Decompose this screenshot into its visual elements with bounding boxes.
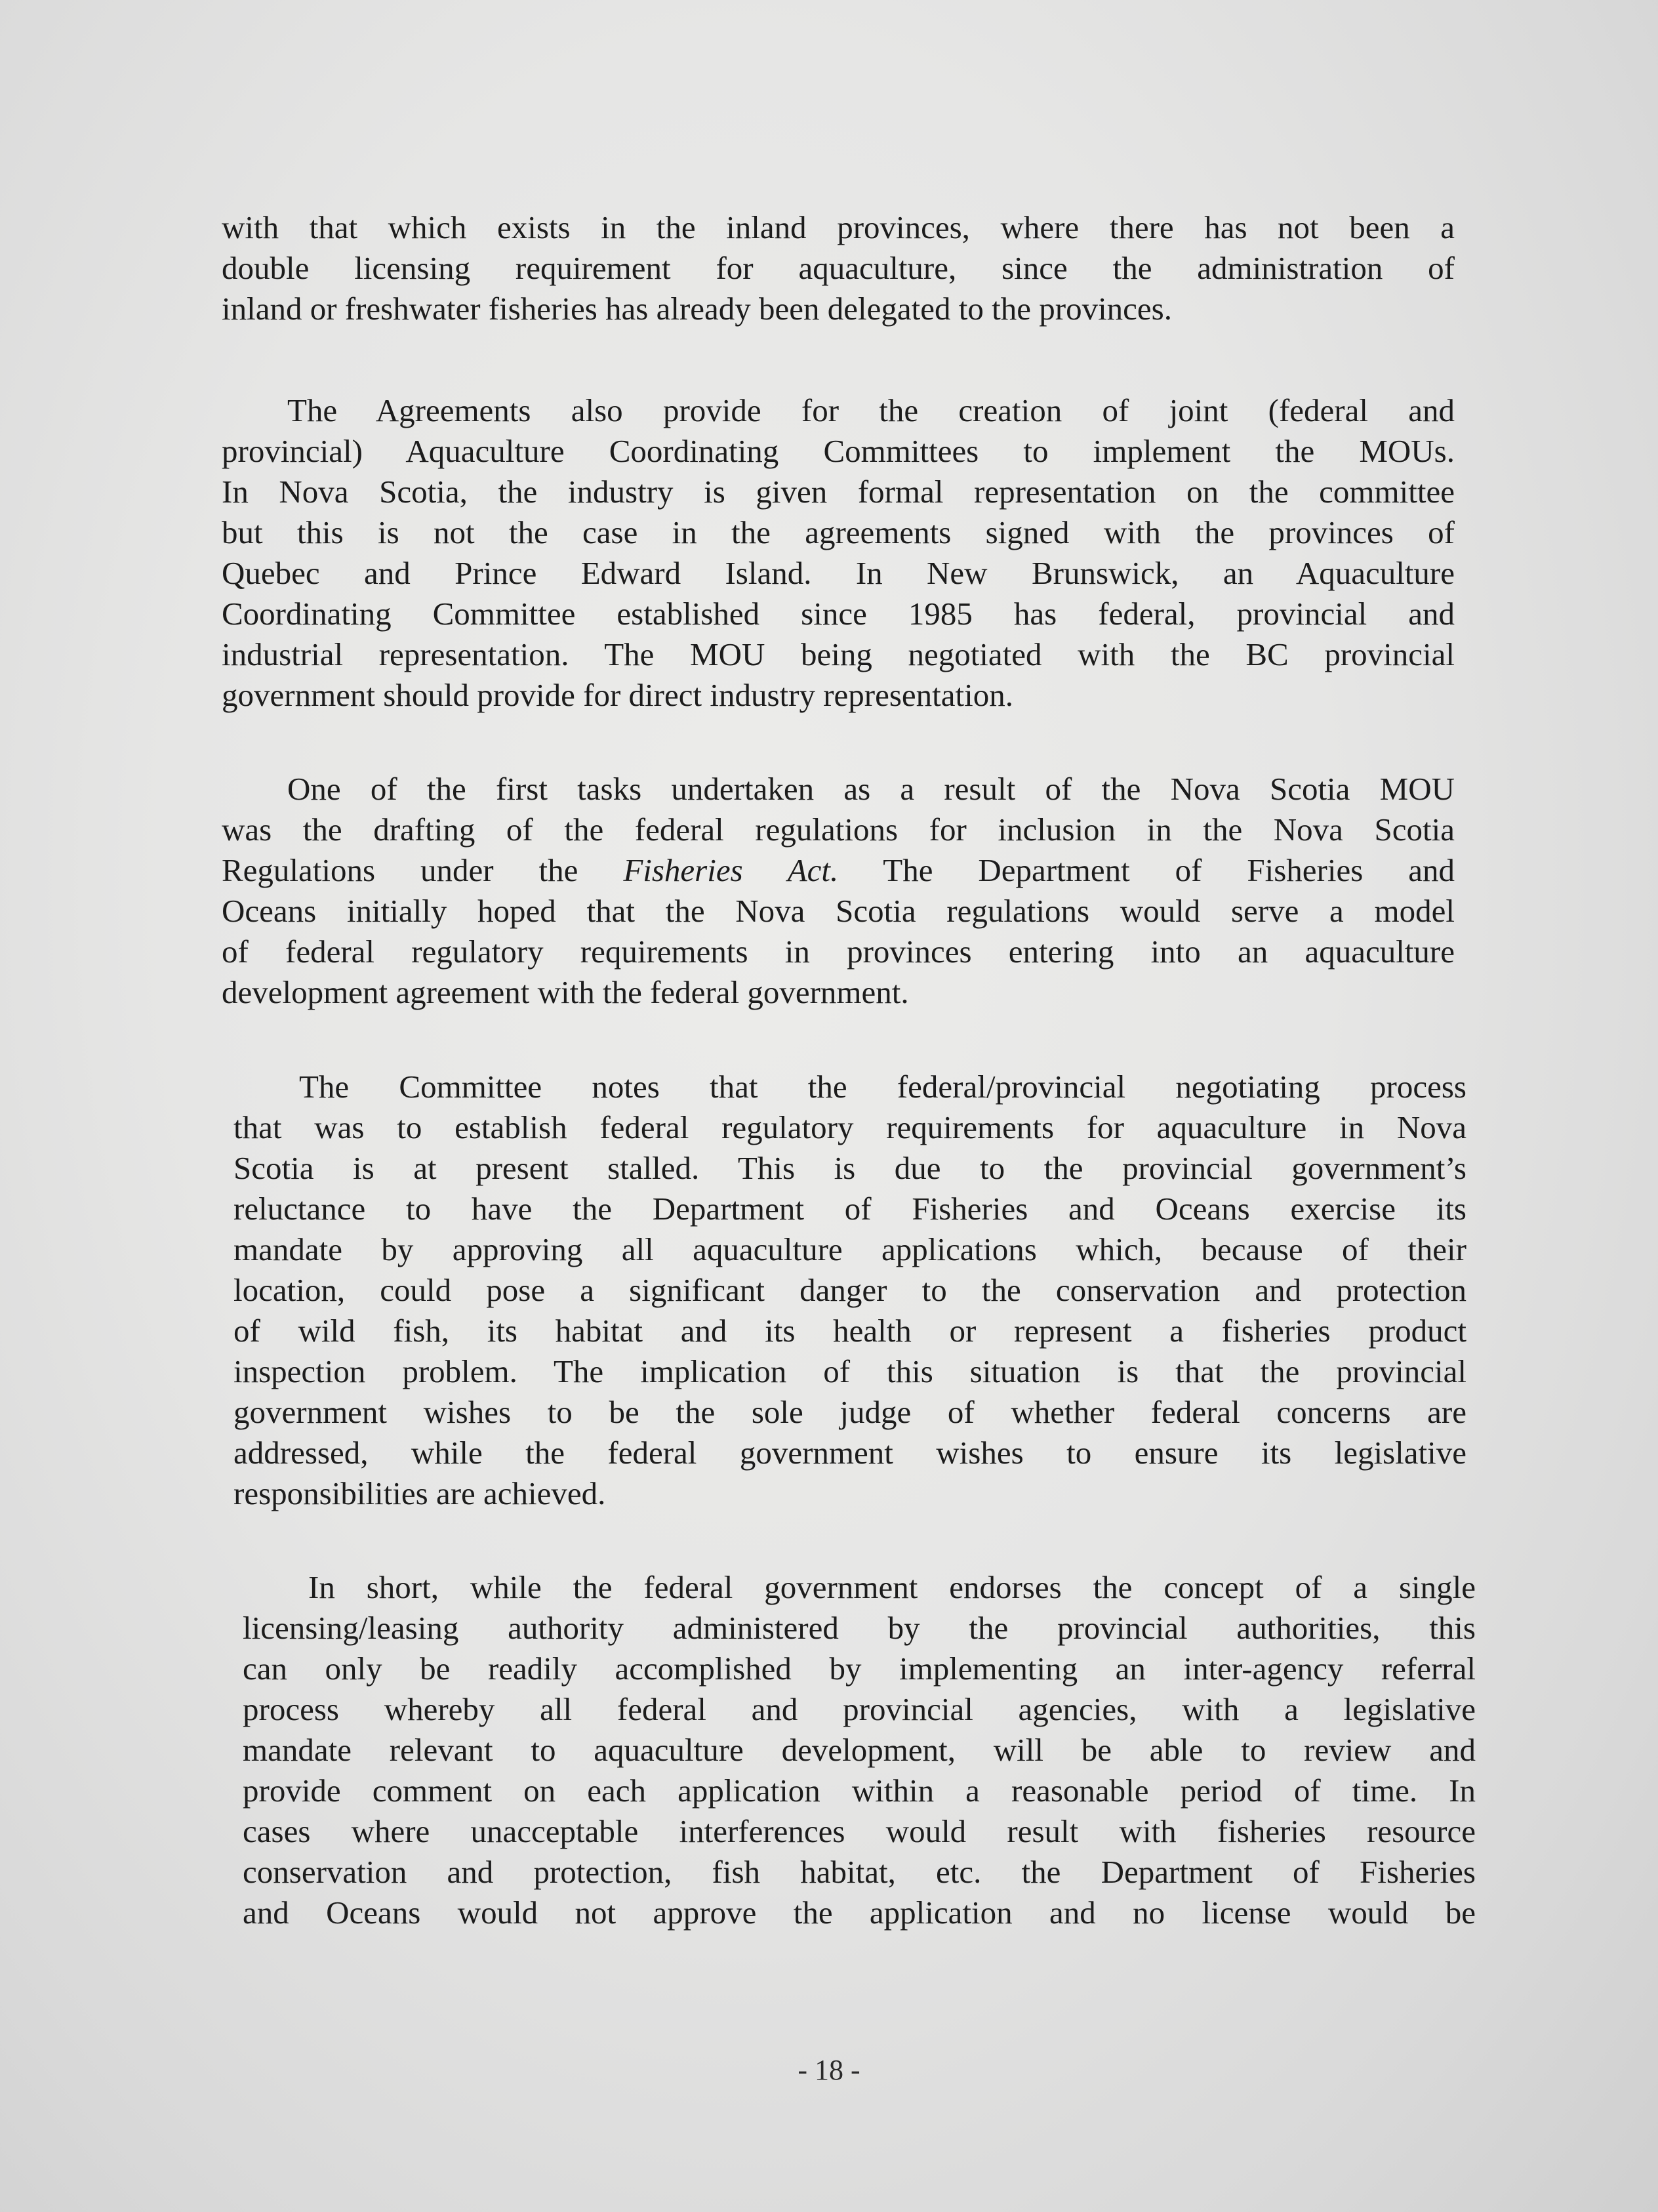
- paragraph-nova-scotia-mou: [222, 769, 1455, 1013]
- text-line: The Committee notes that the federal/provincial negotiating process: [299, 1069, 1466, 1105]
- text-line: addressed, while the federal government wishes to ensure its legislative: [233, 1435, 1466, 1471]
- text-line: was the drafting of the federal regulations for inclusion in the Nova Scotia: [222, 811, 1455, 848]
- text-line: location, could pose a significant danger to the conservation and protection: [233, 1272, 1466, 1308]
- text-line: of wild fish, its habitat and its health or represent a fisheries product: [233, 1313, 1466, 1349]
- text-line: In Nova Scotia, the industry is given formal representation on the committee: [222, 474, 1455, 510]
- text-line: [222, 850, 1455, 891]
- text-line: responsibilities are achieved.: [233, 1475, 606, 1511]
- paragraph-in-short: [243, 1567, 1476, 1933]
- text-segment: The Department of Fisheries and: [838, 852, 1455, 888]
- text-line: inland or freshwater fisheries has already been delegated to the provinces.: [222, 291, 1172, 327]
- text-line: Scotia is at present stalled. This is due to the provincial government’s: [233, 1150, 1466, 1186]
- text-line: government should provide for direct industry representation.: [222, 677, 1013, 713]
- text-line: reluctance to have the Department of Fisheries and Oceans exercise its: [233, 1191, 1466, 1227]
- text-line: inspection problem. The implication of this situation is that the provincial: [233, 1353, 1466, 1389]
- text-line: Coordinating Committee established since 1985 has federal, provincial and: [222, 596, 1455, 632]
- text-line: can only be readily accomplished by implementing an inter-agency referral: [243, 1650, 1476, 1687]
- text-line: mandate relevant to aquaculture development, will be able to review and: [243, 1732, 1476, 1768]
- text-line: government wishes to be the sole judge of whether federal concerns are: [233, 1394, 1466, 1430]
- text-line: double licensing requirement for aquaculture, since the administration of: [222, 250, 1455, 286]
- text-line: conservation and protection, fish habitat, etc. the Department of Fisheries: [243, 1854, 1476, 1890]
- text-line: The Agreements also provide for the creation of joint (federal and: [287, 392, 1455, 428]
- text-line: industrial representation. The MOU being negotiated with the BC provincial: [222, 636, 1455, 672]
- paragraph-continuation: [222, 207, 1455, 329]
- text-line: with that which exists in the inland provinces, where there has not been a: [222, 209, 1455, 245]
- text-line: provincial) Aquaculture Coordinating Committees to implement the MOUs.: [222, 433, 1455, 469]
- text-line: of federal regulatory requirements in provinces entering into an aquaculture: [222, 933, 1455, 970]
- text-line: development agreement with the federal government.: [222, 974, 909, 1010]
- act-title-italic: Fisheries Act.: [623, 852, 839, 888]
- text-line: provide comment on each application within a reasonable period of time. In: [243, 1772, 1476, 1809]
- text-line: but this is not the case in the agreements signed with the provinces of: [222, 514, 1455, 550]
- text-line: process whereby all federal and provincial agencies, with a legislative: [243, 1691, 1476, 1727]
- paragraph-negotiation-stalled: [233, 1067, 1466, 1514]
- text-line: Oceans initially hoped that the Nova Scotia regulations would serve a model: [222, 893, 1455, 929]
- text-line: that was to establish federal regulatory requirements for aquaculture in Nova: [233, 1109, 1466, 1145]
- text-line: licensing/leasing authority administered by the provincial authorities, this: [243, 1610, 1476, 1646]
- text-line: One of the first tasks undertaken as a result of the Nova Scotia MOU: [287, 771, 1455, 807]
- page-number: - 18 -: [798, 2054, 860, 2086]
- text-line: In short, while the federal government endorses the concept of a single: [308, 1569, 1476, 1605]
- text-line: cases where unacceptable interferences would result with fisheries resource: [243, 1813, 1476, 1849]
- paragraph-coordinating-committees: [222, 390, 1455, 716]
- text-segment: Regulations under the: [222, 852, 624, 888]
- text-line: mandate by approving all aquaculture applications which, because of their: [233, 1231, 1466, 1267]
- text-line: Quebec and Prince Edward Island. In New Brunswick, an Aquaculture: [222, 555, 1455, 591]
- text-line: and Oceans would not approve the application and no license would be: [243, 1895, 1476, 1931]
